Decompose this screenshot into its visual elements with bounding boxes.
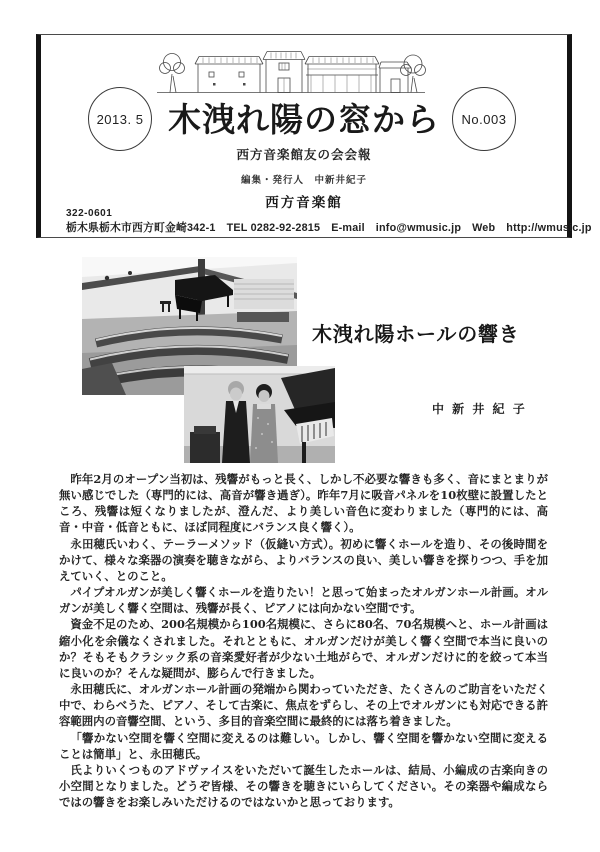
contact-line: 栃木県栃木市西方町金崎342-1 TEL 0282-92-2815 E-mail info@wmusic.jp Web http://wmusic.jp: [66, 222, 592, 234]
organization-name: 西方音楽館: [265, 195, 343, 210]
article-paragraph: 氏よりいくつものアドヴァイスをいただいて誕生したホールは、結局、小編成の古楽向きの小空間となりました。どうぞ皆様、その響きを聴きにいらしてください。その楽器や編成ならではの響きをお楽しみいただけるのではないかと思っております。: [59, 762, 548, 810]
article-title: 木洩れ陽ホールの響き: [312, 322, 520, 346]
article-body: [59, 471, 548, 810]
masthead-frame: [36, 34, 592, 238]
article-paragraph: 資金不足のため、200名規模から100名規模に、さらに80名、70名規模へと、ホール計画は縮小化を余儀なくされました。それとともに、オルガンだけが美しく響く空間で本当に良いのか？そもそもクラシック系の音楽愛好者が少ない土地がらで、オルガンだけに的を絞って本当に良いのか？そんな疑問が、膨らんで行きました。: [59, 617, 548, 680]
article-paragraph: 「響かない空間を響く空間に変えるのは難しい。しかし、響く空間を響かない空間に変えることは簡単」と、永田穂氏。: [59, 730, 548, 761]
editor-publisher-line: 編集・発行人 中新井紀子: [240, 175, 367, 186]
building-illustration-icon: [151, 49, 431, 95]
newsletter-subtitle: 西方音楽館友の会会報: [236, 147, 372, 162]
article-paragraph: 永田穂氏に、オルガンホール計画の発端から関わっていただき、たくさんのご助言をいただく中で、わらべうた、ピアノ、そして古楽に、焦点をずらし、その上でオルガンにも対応できる許容範囲内の音響空間、という、多目的音楽空間に最終的には落ち着きました。: [59, 682, 549, 729]
issue-number: No.003: [461, 111, 507, 127]
newsletter-title: 木洩れ陽の窓から: [168, 100, 440, 139]
issue-date: 2013. 5: [96, 111, 144, 127]
postal-code: 322-0601: [66, 208, 113, 219]
article-paragraph: 永田穂氏いわく、テーラーメソッド（仮縫い方式）。初めに響くホールを造り、その後時間をかけて、様々な楽器の演奏を聴きながら、よりバランスの良い、美しい響きを探りつつ、手を加えていく、とのこと。: [59, 536, 548, 583]
article-paragraph: パイプオルガンが美しく響くホールを造りたい！と思って始まったオルガンホール計画。オルガンが美しく響く空間は、残響が長く、ピアノには向かない空間です。: [59, 585, 548, 616]
people-by-piano-photo: [184, 366, 335, 463]
article-paragraph: 昨年2月のオープン当初は、残響がもっと長く、しかし不必要な響きも多く、音にまとまりが無い感じでした（専門的には、高音が響き過ぎ）。昨年7月に吸音パネルを10枚壁に設置したところ、残響は短くなりましたが、澄んだ、より美しい音色に変わりました（専門的には、高音・中音・低音ともに、ほぼ同程度にバランス良く響く）。: [59, 472, 548, 535]
article-author: 中 新 井 紀 子: [432, 402, 527, 416]
